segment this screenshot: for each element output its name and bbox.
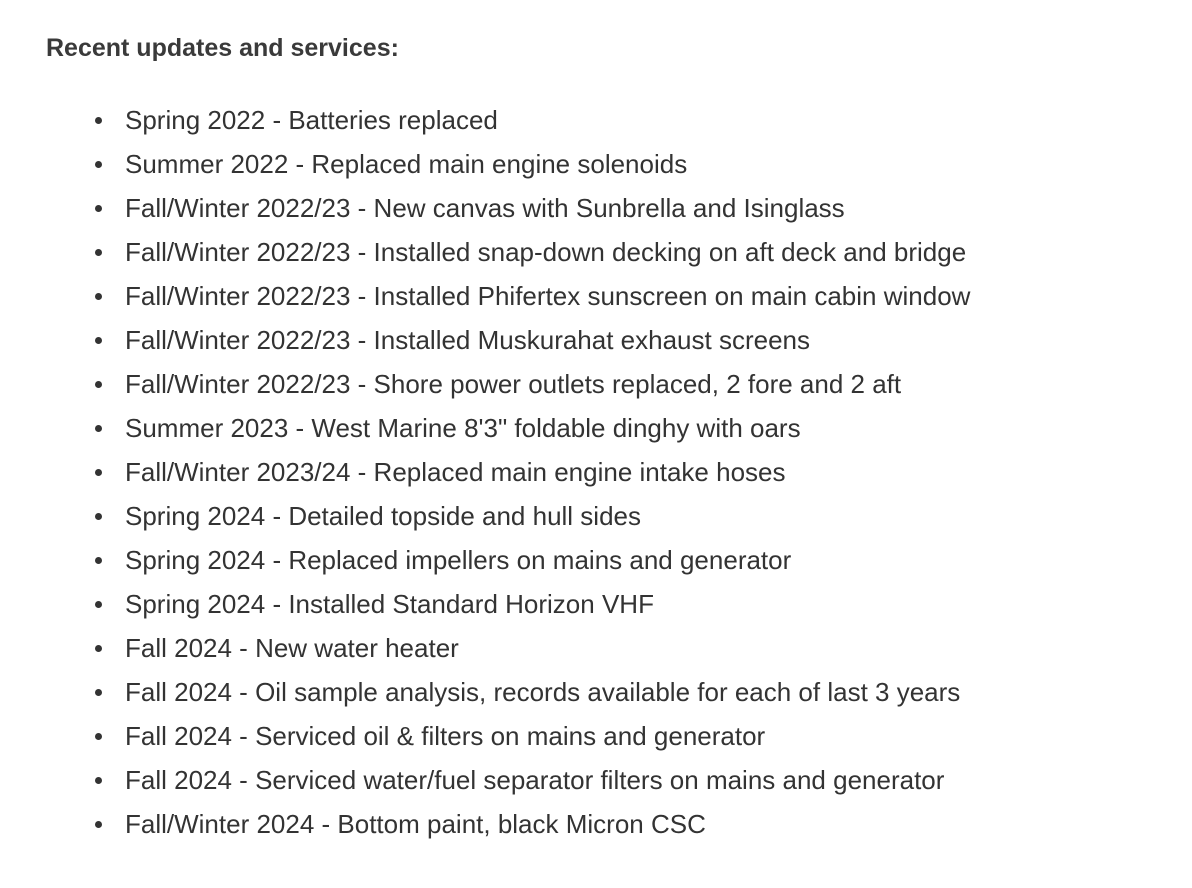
list-item-text: Spring 2024 - Installed Standard Horizon VHF xyxy=(125,589,654,619)
list-item xyxy=(125,230,1166,274)
list-item-text: Fall/Winter 2022/23 - Installed Muskurahat exhaust screens xyxy=(125,325,811,355)
list-item-text: Spring 2024 - Replaced impellers on mains and generator xyxy=(125,545,792,575)
list-item xyxy=(125,274,1166,318)
list-item xyxy=(125,318,1166,362)
bullet-icon xyxy=(95,557,102,564)
updates-list xyxy=(46,98,1166,846)
list-item xyxy=(125,142,1166,186)
bullet-icon xyxy=(95,469,102,476)
bullet-icon xyxy=(95,733,102,740)
bullet-icon xyxy=(95,821,102,828)
list-item-text: Fall/Winter 2022/23 - Installed Phifertex sunscreen on main cabin window xyxy=(125,281,971,311)
bullet-icon xyxy=(95,689,102,696)
list-item-text: Fall 2024 - Serviced oil & filters on mains and generator xyxy=(125,721,766,751)
list-item xyxy=(125,98,1166,142)
list-item-text: Summer 2022 - Replaced main engine solenoids xyxy=(125,149,688,179)
list-item xyxy=(125,186,1166,230)
list-item xyxy=(125,494,1166,538)
bullet-icon xyxy=(95,337,102,344)
section-heading: Recent updates and services: xyxy=(46,34,399,62)
list-item-text: Spring 2024 - Detailed topside and hull sides xyxy=(125,501,642,531)
bullet-icon xyxy=(95,513,102,520)
list-item xyxy=(125,362,1166,406)
list-item-text: Fall/Winter 2023/24 - Replaced main engine intake hoses xyxy=(125,457,786,487)
list-item xyxy=(125,626,1166,670)
list-item-text: Fall/Winter 2022/23 - Installed snap-down decking on aft deck and bridge xyxy=(125,237,967,267)
list-item-text: Fall/Winter 2022/23 - New canvas with Sunbrella and Isinglass xyxy=(125,193,845,223)
bullet-icon xyxy=(95,205,102,212)
bullet-icon xyxy=(95,293,102,300)
list-item xyxy=(125,802,1166,846)
list-item-text: Summer 2023 - West Marine 8'3" foldable dinghy with oars xyxy=(125,413,801,443)
bullet-icon xyxy=(95,381,102,388)
list-item-text: Fall 2024 - New water heater xyxy=(125,633,459,663)
bullet-icon xyxy=(95,777,102,784)
list-item xyxy=(125,538,1166,582)
bullet-icon xyxy=(95,425,102,432)
list-item-text: Fall/Winter 2022/23 - Shore power outlets replaced, 2 fore and 2 aft xyxy=(125,369,902,399)
list-item-text: Fall 2024 - Oil sample analysis, records available for each of last 3 years xyxy=(125,677,961,707)
bullet-icon xyxy=(95,601,102,608)
list-item xyxy=(125,582,1166,626)
list-item-text: Fall/Winter 2024 - Bottom paint, black Micron CSC xyxy=(125,809,706,839)
list-item xyxy=(125,758,1166,802)
bullet-icon xyxy=(95,645,102,652)
list-item xyxy=(125,406,1166,450)
updates-section xyxy=(46,30,1166,846)
list-item-text: Spring 2022 - Batteries replaced xyxy=(125,105,498,135)
list-item xyxy=(125,670,1166,714)
bullet-icon xyxy=(95,117,102,124)
bullet-icon xyxy=(95,161,102,168)
list-item xyxy=(125,714,1166,758)
list-item-text: Fall 2024 - Serviced water/fuel separator filters on mains and generator xyxy=(125,765,945,795)
list-item xyxy=(125,450,1166,494)
bullet-icon xyxy=(95,249,102,256)
